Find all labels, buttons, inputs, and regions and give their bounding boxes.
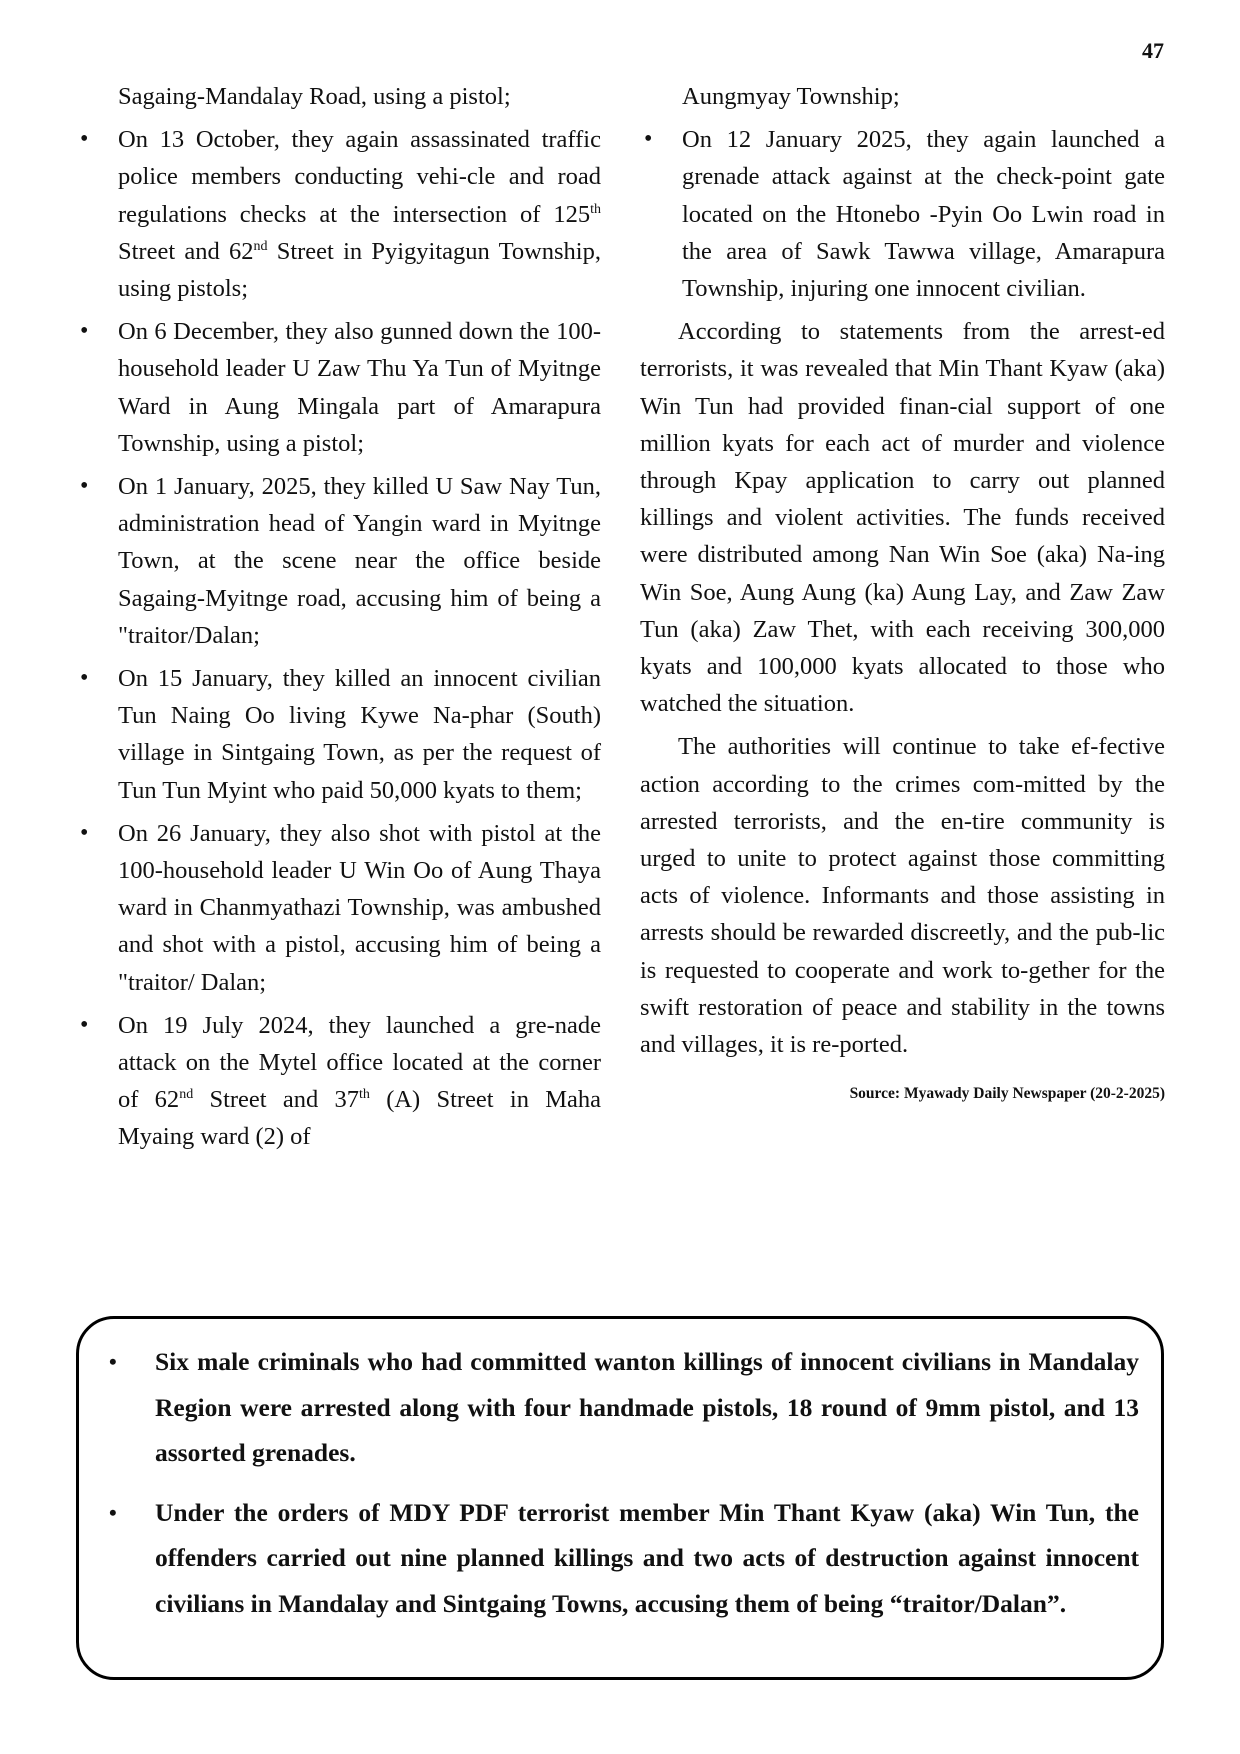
continued-text: Sagaing-Mandalay Road, using a pistol; xyxy=(118,83,511,110)
summary-box xyxy=(76,1316,1164,1680)
summary-list xyxy=(103,1339,1139,1626)
page-number: 47 xyxy=(1142,38,1164,63)
list-item: • On 13 October, they again assassinated traffic police members conducting vehi-cle and road regulations checks at the intersection of 125th Street and 62nd Street in Pyigyitagun Township, using pistols; xyxy=(76,121,601,307)
summary-item: • Six male criminals who had committed wanton killings of innocent civilians in Mandalay Region were arrested along with four handmade pistols, 18 round of 9mm pistol, and 13 assorted grenades. xyxy=(103,1339,1139,1476)
right-column xyxy=(640,78,1165,1112)
list-item: • On 12 January 2025, they again launched a grenade attack against at the check-point gate located on the Htonebo -Pyin Oo Lwin road in the area of Sawk Tawwa village, Amarapura Township, injuring one innocent civilian. xyxy=(640,121,1165,307)
left-column xyxy=(76,78,601,1156)
summary-item: • Under the orders of MDY PDF terrorist member Min Thant Kyaw (aka) Win Tun, the offenders carried out nine planned killings and two acts of destruction against innocent civilians in Mandalay and Sintgaing Towns, accusing them of being “traitor/Dalan”. xyxy=(103,1490,1139,1627)
list-item: • On 26 January, they also shot with pistol at the 100-household leader U Win Oo of Aung Thaya ward in Chanmyathazi Township, was ambushed and shot with a pistol, accusing him of being a "traitor/ Dalan; xyxy=(76,815,601,1001)
body-paragraph: According to statements from the arrest-ed terrorists, it was revealed that Min Thant Kyaw (aka) Win Tun had provided finan-cial support of one million kyats for each act of murder and violence through Kpay application to carry out planned killings and violent activities. The funds received were distributed among Nan Win Soe (aka) Na-ing Win Soe, Aung Aung (ka) Aung Lay, and Zaw Zaw Tun (aka) Zaw Thet, with each receiving 300,000 kyats and 100,000 kyats allocated to those who watched the situation. xyxy=(640,318,1165,718)
continued-text: Aungmyay Township; xyxy=(682,83,900,110)
incident-list-left xyxy=(76,121,601,1155)
list-item: • On 19 July 2024, they launched a gre-nade attack on the Mytel office located at the corner of 62nd Street and 37th (A) Street in Maha Myaing ward (2) of xyxy=(76,1007,601,1156)
body-paragraph: The authorities will continue to take ef-fective action according to the crimes com-mitted by the arrested terrorists, and the en-tire community is urged to unite to protect against those committing acts of violence. Informants and those assisting in arrests should be rewarded discreetly, and the pub-lic is requested to cooperate and work to-gether for the swift restoration of peace and stability in the towns and villages, it is re-ported. xyxy=(640,733,1165,1059)
incident-list-right xyxy=(640,121,1165,307)
list-item: • On 6 December, they also gunned down the 100-household leader U Zaw Thu Ya Tun of Myitnge Ward in Aung Mingala part of Amarapura Township, using a pistol; xyxy=(76,313,601,462)
list-item: • On 15 January, they killed an innocent civilian Tun Naing Oo living Kywe Na-phar (South) village in Sintgaing Town, as per the request of Tun Tun Myint who paid 50,000 kyats to them; xyxy=(76,660,601,809)
source-citation: Source: Myawady Daily Newspaper (20-2-2025) xyxy=(849,1085,1165,1103)
list-item: • On 1 January, 2025, they killed U Saw Nay Tun, administration head of Yangin ward in Myitnge Town, at the scene near the office beside Sagaing-Myitnge road, accusing him of being a "traitor/Dalan; xyxy=(76,468,601,654)
